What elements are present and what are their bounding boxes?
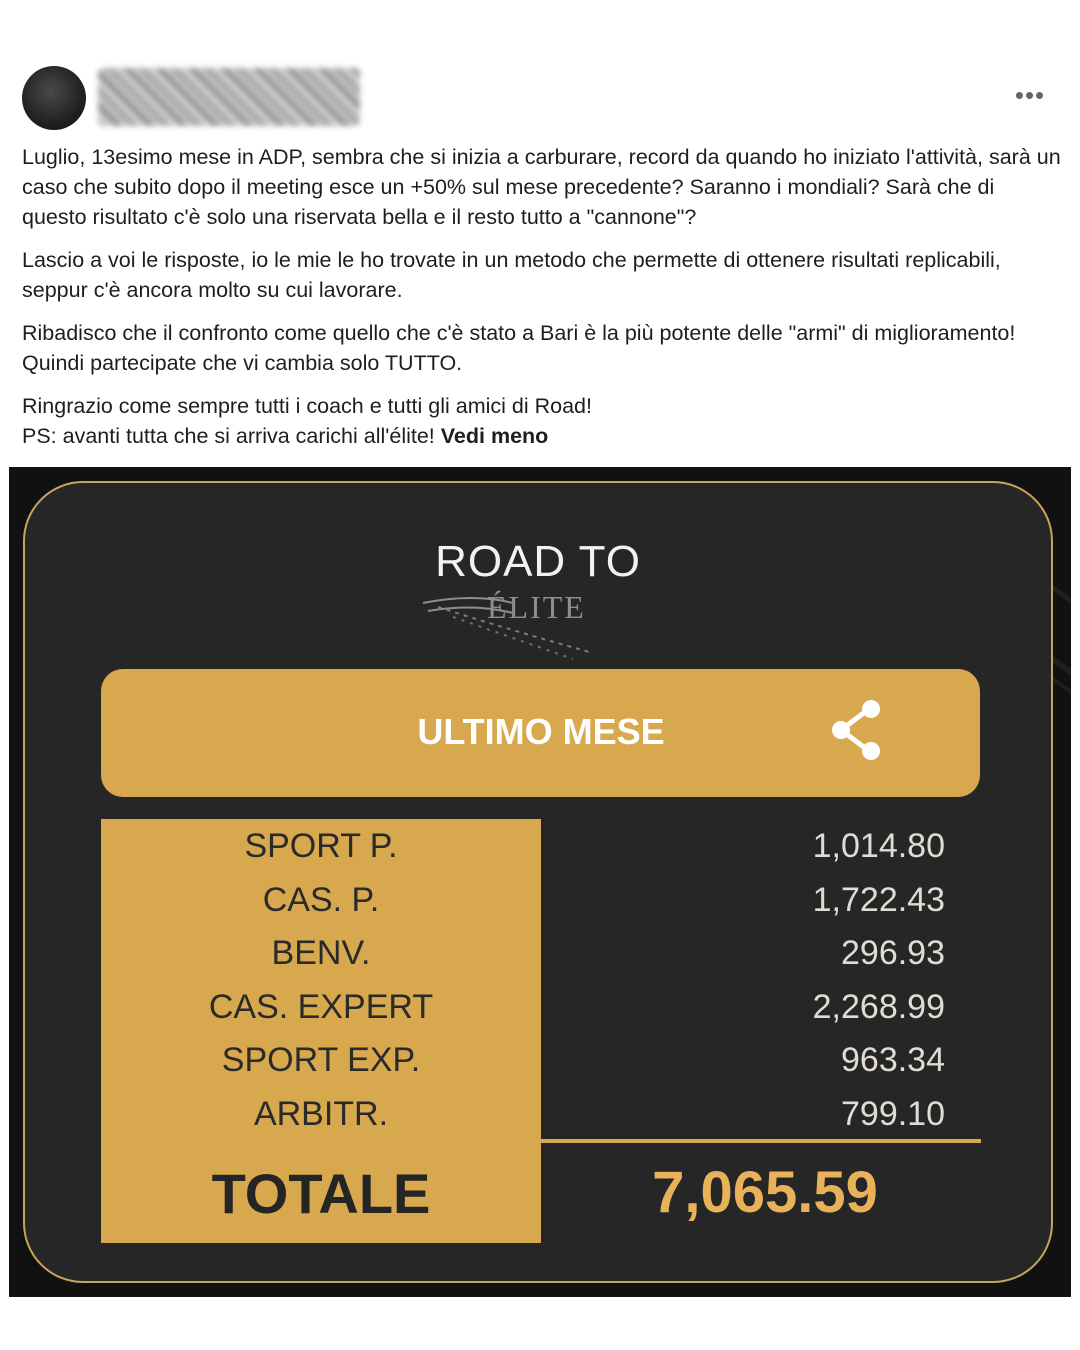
row-label: SPORT EXP.: [221, 1041, 421, 1079]
author-name-blurred[interactable]: [98, 68, 360, 126]
post-paragraph: Ringrazio come sempre tutti i coach e tutti gli amici di Road!: [22, 394, 592, 418]
logo-title: ROAD TO: [435, 537, 641, 586]
row-value: 799.10: [841, 1095, 945, 1133]
row-value: 2,268.99: [812, 988, 945, 1026]
post-image[interactable]: [9, 467, 1071, 1297]
row-value: 963.34: [841, 1041, 945, 1079]
more-options-icon[interactable]: •••: [1014, 80, 1046, 110]
share-icon[interactable]: [827, 697, 887, 763]
row-label: CAS. P.: [262, 881, 380, 919]
post-header: [0, 0, 1080, 140]
row-label: BENV.: [271, 934, 371, 972]
post-paragraph: Luglio, 13esimo mese in ADP, sembra che si inizia a carburare, record da quando ho iniziato l'attività, sarà un caso che subito dopo il meeting esce un +50% sul mese precedente? Saranno i mondiali? Sarà che di questo risultato c'è solo una riservata bella e il resto tutto a "cannone"?: [22, 145, 1061, 229]
stats-card: [23, 481, 1053, 1283]
post-paragraph: Ribadisco che il confronto come quello che c'è stato a Bari è la più potente delle "armi" di miglioramento! Quindi partecipate che vi cambia solo TUTTO.: [22, 321, 1016, 375]
total-value: 7,065.59: [652, 1160, 878, 1225]
post-text: [22, 142, 1062, 464]
see-less-link[interactable]: Vedi meno: [440, 424, 549, 448]
row-label: ARBITR.: [253, 1095, 389, 1133]
total-divider: [101, 1139, 981, 1143]
post-paragraph: Lascio a voi le risposte, io le mie le ho trovate in un metodo che permette di ottenere risultati replicabili, seppur c'è ancora molto su cui lavorare.: [22, 248, 1001, 302]
total-label: TOTALE: [211, 1162, 431, 1225]
row-label: CAS. EXPERT: [208, 988, 434, 1026]
logo-subtitle: ÉLITE: [487, 589, 586, 625]
post-ps-text: PS: avanti tutta che si arriva carichi all'élite!: [22, 424, 435, 448]
banner-label: ULTIMO MESE: [417, 711, 665, 752]
row-value: 1,014.80: [812, 827, 945, 865]
row-label: SPORT P.: [244, 827, 398, 865]
avatar[interactable]: [22, 66, 86, 130]
row-value: 1,722.43: [812, 881, 945, 919]
post-last-line: [22, 421, 1062, 451]
row-value: 296.93: [841, 934, 945, 972]
period-banner[interactable]: [101, 669, 980, 797]
